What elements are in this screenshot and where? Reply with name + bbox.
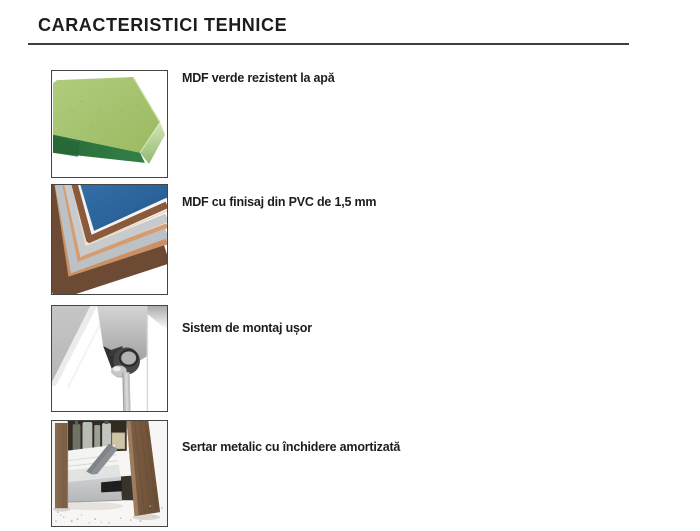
item-label-sertar: Sertar metalic cu închidere amortizată — [182, 440, 401, 454]
mounting-bracket-illustration — [52, 306, 167, 411]
photo-mounting-system — [51, 305, 168, 412]
green-mdf-illustration — [52, 71, 167, 177]
item-label-montaj: Sistem de montaj ușor — [182, 321, 312, 335]
photo-green-mdf-board — [51, 70, 168, 178]
photo-metal-drawer — [51, 420, 168, 527]
photo-mdf-pvc-edge — [51, 184, 168, 295]
title-underline — [28, 43, 629, 45]
item-label-mdf-verde: MDF verde rezistent la apă — [182, 71, 335, 85]
page-title: CARACTERISTICI TEHNICE — [38, 15, 288, 35]
drawer-illustration — [52, 421, 167, 526]
item-label-pvc-finish: MDF cu finisaj din PVC de 1,5 mm — [182, 195, 377, 209]
pvc-edge-illustration — [52, 185, 167, 294]
